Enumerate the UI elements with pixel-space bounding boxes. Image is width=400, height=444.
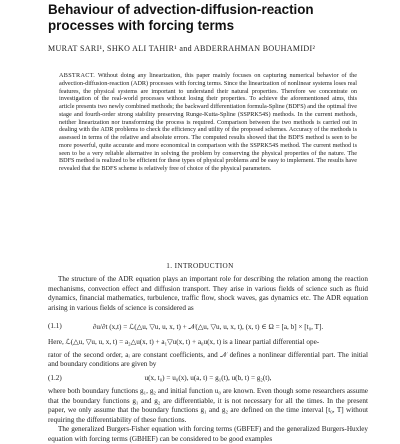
equation-body: u(x, t₀) = u₀(x), u(a, t) = g₁(t), u(b, t) = g₂(t), <box>144 374 272 382</box>
equation-body: ∂u/∂t (x,t) = ℒ(△u, ▽u, u, x, t) + 𝒩(△u, ▽u, u, x, t), (x, t) ∈ Ω = [a, b] × [t₀, T]. <box>92 323 324 331</box>
abstract <box>59 72 357 173</box>
equation-number: (1.1) <box>48 322 62 330</box>
boundary-paragraph <box>48 387 368 444</box>
abstract-text: Without doing any linearization, this paper mainly focuses on capturing numerical behavior of the advection-diffusion-reaction (ADR) processes with forcing terms. Since the linearization of nonlinear systems loses real features, the physical systems are important to understand their natural properties. Therefore we concentrate on investigation of the real-world processes without losing their properties. To achieve the aforementioned aims, this article presents two newly combined methods; the backward differentiation formula-Spline (BDFS) and the optimal five stage and fourth-order strong stability preserving Runge-Kutta-Spline (SSPRK54S) methods. In the current methods, neither linearization nor transforming the process is required. Comparison between the two methods is carried out in dealing with the ADR problems to check the efficiency and utility of the proposed schemes. Accuracy of the methods is assessed in terms of the relative and absolute errors. The computed results showed that the BDFS method is seen to be more powerful, quite accurate and more economical in comparison with the SSPRK54S method. The current method is seen to be a very reliable alternative in solving the problem by conserving the physical properties of the nature. The BDFS method is realized to be efficient for these types of physical problems and be easy to implement. The results have revealed that the BDFS scheme is relatively free of choice of the physical parameters. <box>59 72 357 172</box>
equation-explanation <box>48 338 368 370</box>
paper-title: Behaviour of advection-diffusion-reaction processes with forcing terms <box>48 2 314 33</box>
section-heading-introduction: 1. INTRODUCTION <box>166 262 234 270</box>
text-line: rator of the second order, aᵢ are constant coefficients, and 𝒩 defines a nonlinear differential part. The initial and boundary conditions are given by <box>48 350 368 368</box>
paragraph-text: The generalized Burgers-Fisher equation with forcing terms (GBFEF) and the generalized Burgers-Huxley equation with forcing terms (GBHEF) can be considered to be good examples <box>48 425 368 443</box>
equation-1-2 <box>48 374 368 386</box>
intro-paragraph: The structure of the ADR equation plays an important role for describing the relation among the reaction mechanisms, convection effect and diffusion transport. They arise in various fields of science such as fluid dynamics, financial mathematics, turbulence, traffic flow, shock waves, gas dynamics etc. The ADR equation arising in various fields of science is considered as <box>48 275 368 312</box>
equation-1-1 <box>48 322 368 334</box>
equation-number: (1.2) <box>48 374 62 382</box>
text-line: Here, ℒ(△u, ▽u, u, x, t) = a₂△u(x, t) + a₁▽u(x, t) + a₀u(x, t) is a linear partial differential ope- <box>48 338 320 346</box>
author-list: MURAT SARI¹, SHKO ALI TAHIR¹ and ABDERRAHMAN BOUHAMIDI² <box>48 44 316 53</box>
paragraph-text: where both boundary functions g₁, g₂ and initial function u₀ are known. Even though some researchers assume that the boundary functions g₁ and g₂ are differentiable, it is not necessary for all the times. In the present paper, we only assume that the boundary functions g₁ and g₂ are defined on the time interval [t₀, T] without requiring the differentiability of these functions. <box>48 387 368 424</box>
abstract-label: ABSTRACT. <box>59 72 96 79</box>
